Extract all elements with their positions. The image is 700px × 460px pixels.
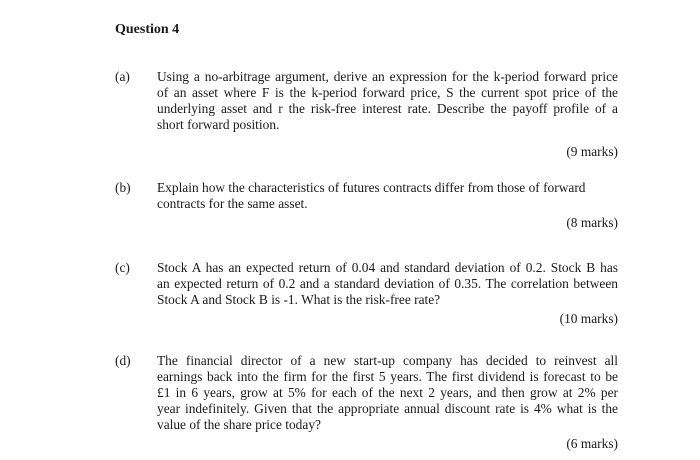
question-part-c <box>115 260 618 327</box>
question-title: Question 4 <box>115 22 180 37</box>
part-text-line: contracts for the same asset. <box>157 196 308 211</box>
part-text-line: year indefinitely. Given that the appropriate annual discount rate is 4% what is the <box>157 401 618 416</box>
part-text-line: underlying asset and r the risk-free interest rate. Describe the payoff profile of a <box>157 101 618 116</box>
part-text-line: of an asset where F is the k-period forward price, S the current spot price of the <box>157 85 618 100</box>
part-text-line: earnings back into the firm for the first 5 years. The first dividend is forecast to be <box>157 369 618 384</box>
question-part-b <box>115 180 618 231</box>
part-text-line: Stock A and Stock B is -1. What is the risk-free rate? <box>157 292 441 307</box>
part-text-line: Using a no-arbitrage argument, derive an expression for the k-period forward price <box>157 69 618 84</box>
part-text-line: £1 in 6 years, grow at 5% for each of the next 2 years, and then grow at 2% per <box>157 385 618 400</box>
part-text-line: Stock A has an expected return of 0.04 and standard deviation of 0.2. Stock B has <box>157 260 618 275</box>
part-marks: (8 marks) <box>566 215 618 230</box>
part-text-line: an expected return of 0.2 and a standard deviation of 0.35. The correlation between <box>157 276 618 291</box>
part-text-line: value of the share price today? <box>157 417 321 432</box>
part-label: (d) <box>115 353 131 368</box>
question-part-a <box>115 69 618 160</box>
part-text-line: Explain how the characteristics of futures contracts differ from those of forward <box>157 180 586 195</box>
part-text-line: The financial director of a new start-up company has decided to reinvest all <box>157 353 618 368</box>
part-label: (c) <box>115 260 130 275</box>
part-marks: (6 marks) <box>566 436 618 451</box>
part-label: (a) <box>115 69 130 84</box>
part-text-line: short forward position. <box>157 117 280 132</box>
question-part-d <box>115 353 618 452</box>
part-marks: (10 marks) <box>559 311 618 326</box>
part-marks: (9 marks) <box>566 144 618 159</box>
part-label: (b) <box>115 180 131 195</box>
